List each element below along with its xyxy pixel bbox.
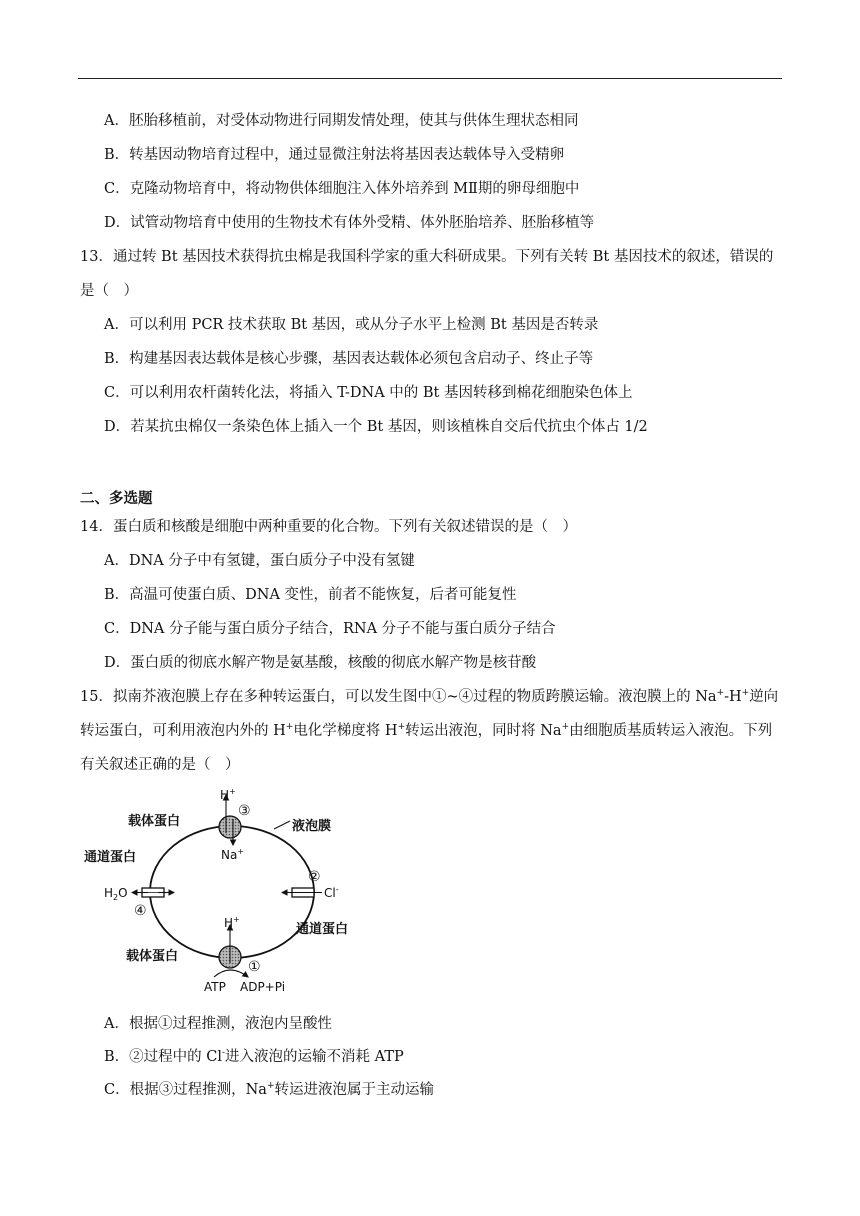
h-ion-bottom: H+ [224, 915, 240, 930]
q15-option-a[interactable]: A．根据①过程推测，液泡内呈酸性 [104, 1016, 332, 1032]
atp-label: ATP [204, 980, 226, 994]
q14-option-d[interactable]: D．蛋白质的彻底水解产物是氨基酸，核酸的彻底水解产物是核苷酸 [104, 655, 537, 671]
na-ion: Na+ [221, 847, 245, 862]
q15-stem-line2: 转运蛋白，可利用液泡内外的 H+电化学梯度将 H+转运出液泡，同时将 Na+由细胞质基质转运入液泡。下列 [80, 722, 773, 739]
h-ion-top: H+ [220, 787, 236, 802]
q12-option-d[interactable]: D．试管动物培育中使用的生物技术有体外受精、体外胚胎培养、胚胎移植等 [104, 215, 595, 231]
process-3-label: ③ [238, 803, 251, 819]
section-title: 二、多选题 [80, 490, 153, 507]
q14-option-c[interactable]: C．DNA 分子能与蛋白质分子结合，RNA 分子不能与蛋白质分子结合 [104, 621, 556, 637]
carrier-protein-top-label: 载体蛋白 [128, 814, 181, 829]
q14-option-b[interactable]: B．高温可使蛋白质、DNA 变性，前者不能恢复，后者可能复性 [104, 587, 517, 603]
process-1-label: ① [248, 959, 261, 975]
header-rule [78, 78, 782, 79]
q14-option-a[interactable]: A．DNA 分子中有氢键，蛋白质分子中没有氢键 [104, 553, 415, 569]
q15-option-b[interactable]: B．②过程中的 Cl-进入液泡的运输不消耗 ATP [104, 1048, 404, 1065]
chloride-ion: Cl- [324, 885, 339, 900]
channel-protein-right-label: 通道蛋白 [296, 922, 349, 937]
process-4-label: ④ [134, 903, 147, 919]
q12-option-b[interactable]: B．转基因动物培育过程中，通过显微注射法将基因表达载体导入受精卵 [104, 147, 565, 163]
membrane-pointer [274, 821, 290, 829]
q13-option-a[interactable]: A．可以利用 PCR 技术获取 Bt 基因，或从分子水平上检测 Bt 基因是否转录 [104, 317, 599, 333]
q15-stem-line1: 15．拟南芥液泡膜上存在多种转运蛋白，可以发生图中①~④过程的物质跨膜运输。液泡膜上的 Na+-H+逆向 [80, 688, 779, 705]
carrier-protein-bottom-label: 载体蛋白 [126, 949, 179, 964]
q14-stem: 14．蛋白质和核酸是细胞中两种重要的化合物。下列有关叙述错误的是（ ） [80, 519, 577, 535]
carrier-protein-bottom [214, 925, 248, 977]
process-2-label: ② [308, 869, 321, 885]
water-molecule: $H_2O$ [104, 886, 128, 902]
q12-option-a[interactable]: A．胚胎移植前，对受体动物进行同期发情处理，使其与供体生理状态相同 [104, 113, 579, 129]
channel-protein-right [282, 888, 322, 897]
adp-pi-label: ADP+Pi [240, 980, 286, 994]
q13-option-d[interactable]: D．若某抗虫棉仅一条染色体上插入一个 Bt 基因，则该植株自交后代抗虫个体占 1/2 [104, 419, 648, 435]
q12-option-c[interactable]: C．克隆动物培育中，将动物供体细胞注入体外培养到 MⅡ期的卵母细胞中 [104, 181, 580, 197]
q13-stem-line2: 是（ ） [80, 283, 138, 299]
q15-option-c[interactable]: C．根据③过程推测，Na+转运进液泡属于主动运输 [104, 1081, 434, 1098]
q15-stem-line3: 有关叙述正确的是（ ） [80, 757, 240, 773]
q13-option-b[interactable]: B．构建基因表达载体是核心步骤，基因表达载体必须包含启动子、终止子等 [104, 351, 594, 367]
vacuole-transport-diagram [78, 785, 378, 1000]
q13-stem-line1: 13．通过转 Bt 基因技术获得抗虫棉是我国科学家的重大科研成果。下列有关转 Bt 基因技术的叙述，错误的 [80, 249, 774, 265]
membrane-label: 液泡膜 [292, 819, 332, 834]
channel-protein-left [132, 888, 174, 897]
q13-option-c[interactable]: C．可以利用农杆菌转化法，将插入 T-DNA 中的 Bt 基因转移到棉花细胞染色体上 [104, 385, 633, 401]
channel-protein-left-label: 通道蛋白 [84, 850, 137, 865]
